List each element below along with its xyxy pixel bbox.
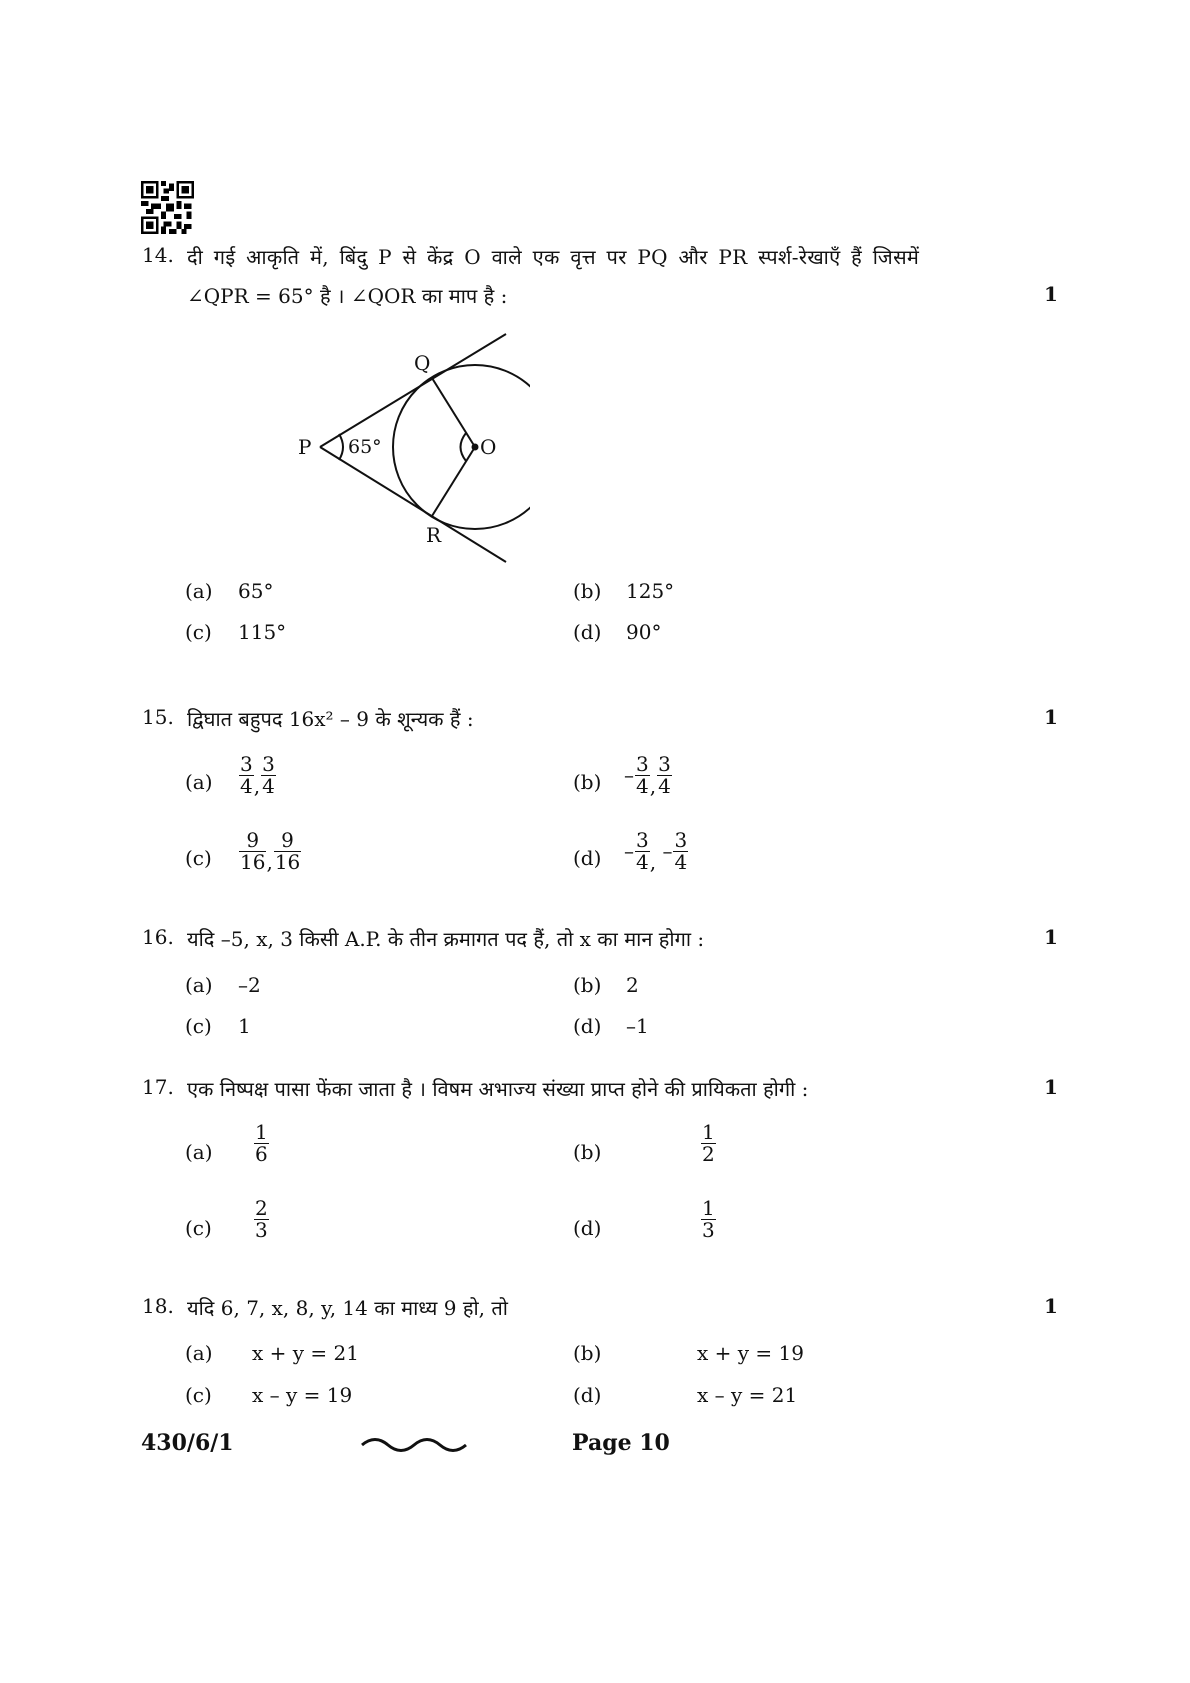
label-o: O	[480, 435, 497, 459]
option-value: 90°	[626, 620, 662, 644]
marks: 1	[1044, 925, 1058, 949]
option-value: –1	[626, 1014, 649, 1038]
label-r: R	[426, 523, 442, 547]
option-value: $\frac{9}{16}$ , $\frac{9}{16}$	[240, 827, 301, 874]
question-text-line2: ∠QPR = 65° है । ∠QOR का माप है :	[187, 284, 508, 308]
question-number: 18.	[142, 1294, 174, 1318]
question-text: एक निष्पक्ष पासा फेंका जाता है । विषम अभाज्य संख्या प्राप्त होने की प्रायिकता होगी :	[187, 1077, 809, 1101]
option-value: $\frac{1}{2}$	[702, 1120, 715, 1166]
marks: 1	[1044, 1294, 1058, 1318]
question-text: द्विघात बहुपद 16x² – 9 के शून्यक हैं :	[187, 707, 474, 731]
label-p: P	[298, 435, 312, 459]
option-value: 115°	[238, 620, 287, 644]
option-label: (d)	[573, 1014, 602, 1038]
option-value: – $\frac{3}{4}$ , – $\frac{3}{4}$	[624, 827, 688, 874]
option-value: x + y = 21	[252, 1341, 359, 1365]
option-value: – $\frac{3}{4}$ , $\frac{3}{4}$	[624, 751, 671, 798]
option-value: x – y = 19	[252, 1383, 353, 1407]
option-label: (d)	[573, 1216, 602, 1240]
option-value: x + y = 19	[697, 1341, 804, 1365]
option-label: (b)	[573, 1140, 602, 1164]
option-value: $\frac{2}{3}$	[255, 1196, 268, 1242]
question-number: 15.	[142, 705, 174, 729]
option-value: –2	[238, 973, 261, 997]
option-label: (b)	[573, 1341, 602, 1365]
option-label: (d)	[573, 846, 602, 870]
option-value: x – y = 21	[697, 1383, 798, 1407]
question-number: 16.	[142, 925, 174, 949]
option-label: (c)	[185, 1216, 212, 1240]
option-value: $\frac{3}{4}$ , $\frac{3}{4}$	[240, 751, 275, 798]
option-value: 65°	[238, 579, 274, 603]
option-label: (b)	[573, 579, 602, 603]
option-value: 1	[238, 1014, 251, 1038]
wave-divider-icon	[360, 1436, 468, 1458]
option-label: (c)	[185, 1383, 212, 1407]
label-q: Q	[414, 351, 431, 375]
option-label: (d)	[573, 1383, 602, 1407]
option-label: (c)	[185, 620, 212, 644]
option-label: (c)	[185, 846, 212, 870]
question-number: 17.	[142, 1075, 174, 1099]
option-value: $\frac{1}{3}$	[702, 1196, 715, 1242]
marks: 1	[1044, 705, 1058, 729]
qr-code-icon	[141, 181, 194, 234]
option-label: (a)	[185, 1140, 213, 1164]
option-value: 2	[626, 973, 639, 997]
option-label: (a)	[185, 1341, 213, 1365]
option-label: (d)	[573, 620, 602, 644]
marks: 1	[1044, 282, 1058, 306]
paper-code: 430/6/1	[141, 1430, 234, 1456]
option-label: (b)	[573, 770, 602, 794]
option-label: (a)	[185, 579, 213, 603]
option-label: (a)	[185, 973, 213, 997]
option-value: $\frac{1}{6}$	[255, 1120, 268, 1166]
option-value: 125°	[626, 579, 675, 603]
question-text: दी गई आकृति में, बिंदु P से केंद्र O वाले एक वृत्त पर PQ और PR स्पर्श-रेखाएँ हैं जिसमें	[187, 245, 920, 269]
marks: 1	[1044, 1075, 1058, 1099]
option-label: (a)	[185, 770, 213, 794]
option-label: (c)	[185, 1014, 212, 1038]
question-text: यदि 6, 7, x, 8, y, 14 का माध्य 9 हो, तो	[187, 1296, 508, 1320]
tangent-circle-figure	[290, 325, 530, 575]
question-text: यदि –5, x, 3 किसी A.P. के तीन क्रमागत पद हैं, तो x का मान होगा :	[187, 927, 705, 951]
page-number: Page 10	[572, 1430, 670, 1456]
question-number: 14.	[142, 243, 174, 267]
angle-label: 65°	[348, 436, 382, 458]
option-label: (b)	[573, 973, 602, 997]
